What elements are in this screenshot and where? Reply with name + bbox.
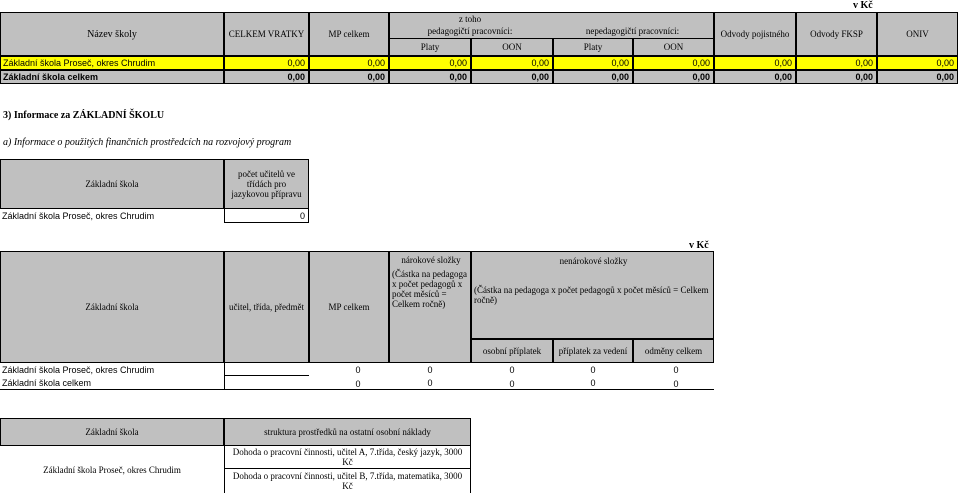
header-teacher-class-subject: učitel, třída, předmět [224, 251, 309, 363]
header-nepedagogicti: nepedagogičtí pracovníci: [585, 26, 680, 36]
empty-cell [224, 376, 309, 390]
table-row [0, 56, 958, 70]
value-cell: 0,00 [796, 56, 877, 70]
table-row [0, 376, 714, 390]
value-cell: 0,00 [471, 70, 553, 84]
table-row [0, 209, 309, 223]
currency-unit-label: v Kč [689, 240, 709, 251]
value-cell: 0 [309, 376, 389, 390]
value-cell: 0,00 [714, 56, 796, 70]
empty-cell [224, 363, 309, 376]
value-cell: 0 [389, 376, 471, 390]
list-item: Dohoda o pracovní činnosti, učitel A, 7.třída, český jazyk, 3000 Kč [224, 446, 471, 469]
header-priplatek-vedeni: příplatek za vedení [553, 339, 633, 363]
row-school-name: Základní škola celkem [0, 376, 224, 390]
table2-header [0, 159, 309, 209]
value-cell: 0 [427, 364, 433, 375]
row-school-name: Základní škola celkem [0, 70, 224, 84]
table1-header [0, 12, 958, 56]
row-school-name: Základní škola Proseč, okres Chrudim [2, 211, 155, 221]
header-mp-celkem: MP celkem [309, 12, 389, 56]
header-platy-ped: Platy [389, 38, 471, 56]
value-cell: 0 [673, 364, 679, 375]
value-cell: 0,00 [633, 56, 714, 70]
value-cell: 0,00 [389, 70, 471, 84]
header-odmeny-celkem: odměny celkem [633, 339, 714, 363]
table4-body [0, 446, 471, 497]
header-nenarokove: nenárokové složky [559, 256, 628, 266]
header-z-toho-group [389, 12, 714, 38]
header-narokove-note: (Částka na pedagoga x počet pedagogů x počet měsíců = Celkem ročně) [392, 269, 467, 309]
header-z-toho: z toho [458, 14, 482, 24]
value-cell: 0,00 [471, 56, 553, 70]
table-row [0, 363, 714, 376]
header-narokove-group [389, 251, 471, 363]
value-cell: 0,00 [553, 56, 633, 70]
section-subheading: a) Informace o použitých finančních prostředcích na rozvojový program [3, 137, 292, 148]
value-cell: 0,00 [714, 70, 796, 84]
list-item: Dohoda o pracovní činnosti, učitel B, 7.třída, matematika, 3000 Kč [224, 469, 471, 493]
row-school-name: Základní škola Proseč, okres Chrudim [2, 364, 155, 375]
section-heading: 3) Informace za ZÁKLADNÍ ŠKOLU [3, 110, 165, 121]
header-osobni-priplatek: osobní příplatek [471, 339, 553, 363]
header-teacher-count: počet učitelů ve třídách pro jazykovou přípravu [224, 159, 309, 209]
value-cell: 0 [471, 376, 553, 390]
header-school: Základní škola [0, 418, 224, 446]
header-structure: struktura prostředků na ostatní osobní náklady [224, 418, 471, 446]
header-nenarokove-note: (Částka na pedagoga x počet pedagogů x počet měsíců = Celkem ročně) [474, 285, 709, 305]
header-narokove: nárokové složky [401, 255, 461, 265]
header-nenarokove-group [471, 251, 714, 339]
currency-unit-label: v Kč [853, 0, 873, 11]
header-platy-neped: Platy [553, 38, 633, 56]
value-cell: 0,00 [224, 56, 309, 70]
header-mp-celkem: MP celkem [309, 251, 389, 363]
value-cell: 0,00 [877, 56, 958, 70]
value-cell: 0,00 [224, 70, 309, 84]
value-cell: 0,00 [553, 70, 633, 84]
row-school-name: Základní škola Proseč, okres Chrudim [0, 56, 224, 70]
value-cell: 0,00 [389, 56, 471, 70]
value-cell: 0,00 [309, 56, 389, 70]
value-cell: 0,00 [309, 70, 389, 84]
table3-header [0, 251, 714, 363]
value-cell: 0 [355, 364, 361, 375]
header-odvody-fksp: Odvody FKSP [796, 12, 877, 56]
header-pedagogicti: pedagogičtí pracovníci: [427, 26, 513, 36]
header-school: Základní škola [0, 159, 224, 209]
header-oniv: ONIV [877, 12, 958, 56]
value-cell: 0,00 [633, 70, 714, 84]
value-cell: 0 [224, 209, 309, 223]
value-cell: 0 [509, 364, 515, 375]
header-school: Základní škola [0, 251, 224, 363]
row-school-name: Základní škola Proseč, okres Chrudim [43, 465, 181, 475]
value-cell: 0,00 [796, 70, 877, 84]
value-cell: 0 [590, 364, 596, 375]
value-cell: 0 [553, 376, 633, 390]
header-odvody-pojistneho: Odvody pojistného [714, 12, 796, 56]
header-oon-neped: OON [633, 38, 714, 56]
value-cell: 0,00 [877, 70, 958, 84]
header-school-name: Název školy [0, 12, 224, 56]
value-cell: 0 [633, 376, 714, 390]
header-celkem-vratky: CELKEM VRATKY [224, 12, 309, 56]
table-row [0, 70, 958, 84]
table4-header [0, 418, 471, 446]
header-oon-ped: OON [471, 38, 553, 56]
